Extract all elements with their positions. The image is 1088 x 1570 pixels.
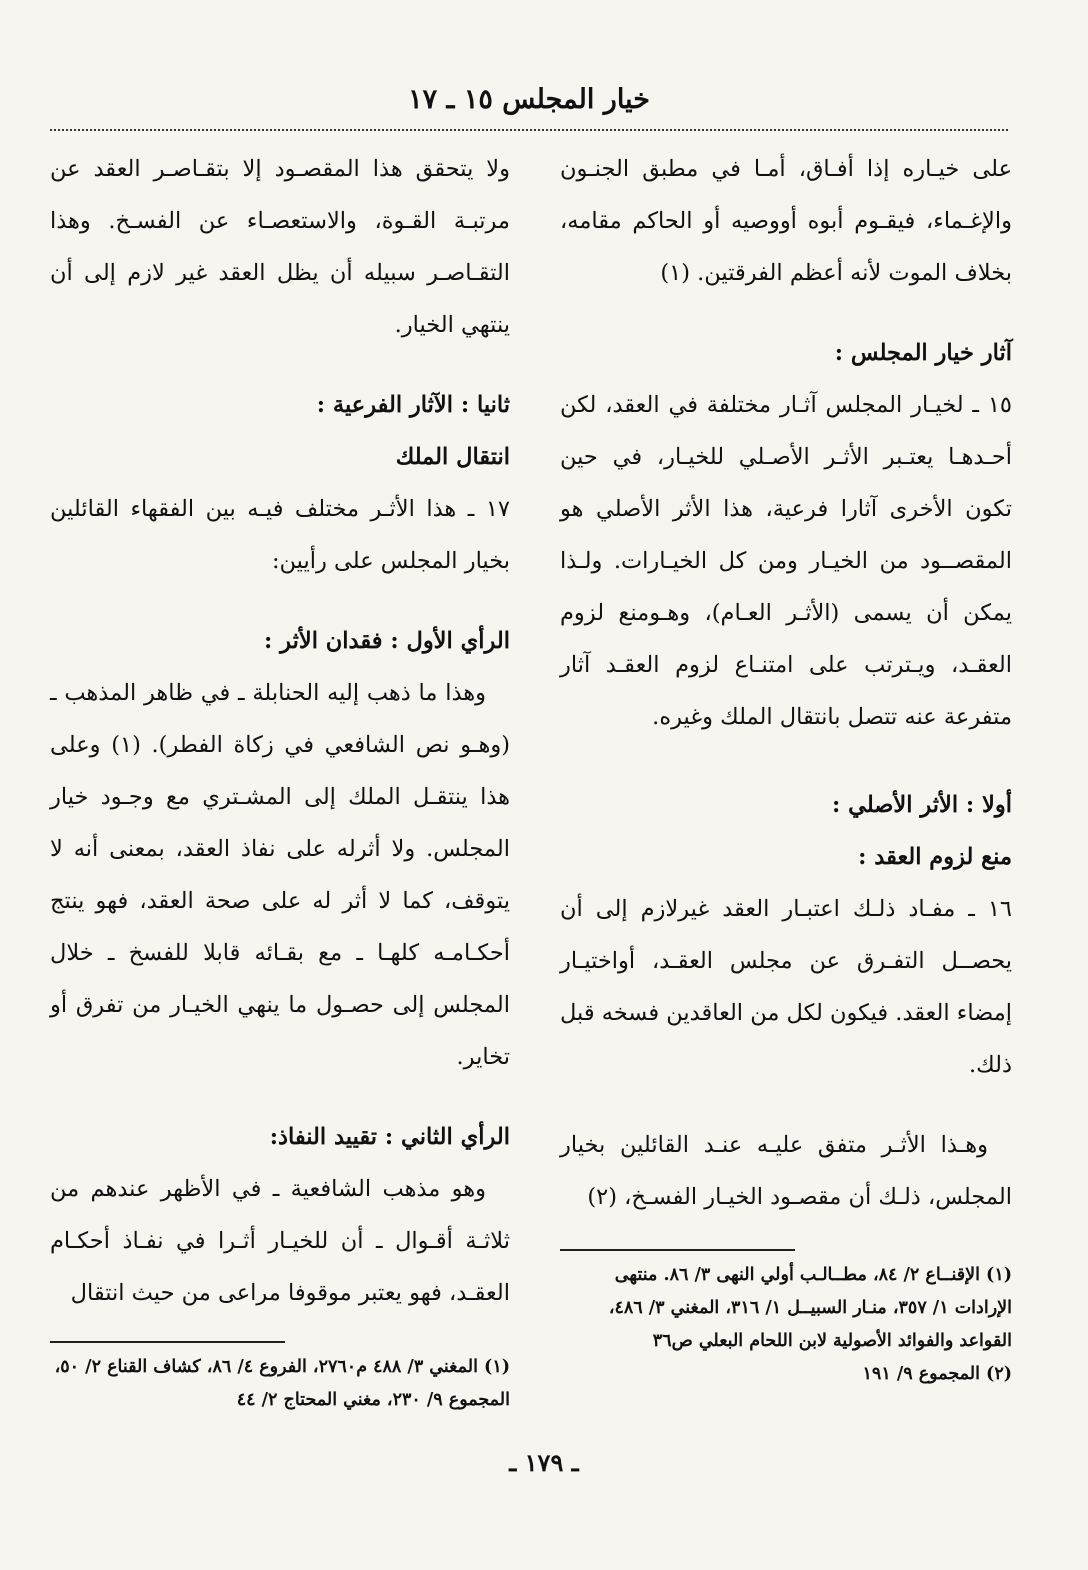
paragraph: على خيـاره إذا أفـاق، أمـا في مطبق الجنـون والإغـماء، فيقـوم أبوه أووصيه أو الحاكم مقامه، بخلاف الموت لأنه أعظم الفرقتين. (١): [560, 156, 1012, 286]
footnote-divider: [50, 1341, 285, 1343]
footnote: (٢) المجموع ٩/ ١٩١: [862, 1364, 1012, 1384]
footnotes: [560, 1259, 1012, 1391]
section-heading: آثار خيار المجلس :: [834, 340, 1012, 366]
subsection-heading: الرأي الثاني : تقييد النفاذ:: [269, 1124, 510, 1150]
paragraph: ١٥ ـ لخيـار المجلس آثـار مختلفة في العقد، لكن أحـدهـا يعتـبر الأثـر الأصـلي للخيـار، في حين تكون الأخرى آثارا فرعية، هذا الأثر الأصلي هو المقصــود من الخيـار ومن كل الخيـارات. ولـذا يمكن أن يسمى (الأثـر العـام)، وهـومنع لزوم العقـد، ويـترتب على امتنـاع لزوم العقـد آثار متفرعة عنه تتصل بانتقال الملك وغيره.: [560, 392, 1012, 730]
subsection-heading: الرأي الأول : فقدان الأثر :: [264, 628, 510, 654]
footnote-divider: [560, 1249, 795, 1251]
paragraph: ١٦ ـ مفـاد ذلـك اعتبـار العقد غيرلازم إلى أن يحصــل التفـرق عن مجلس العقـد، أواختيـار إمضاء العقد. فيكون لكل من العاقدين فسخه قبل ذلك.: [559, 896, 1012, 1078]
subsection-heading: انتقال الملك: [395, 444, 510, 470]
page-number: ـ ١٧٩ ـ: [509, 1448, 579, 1477]
paragraph: ١٧ ـ هذا الأثـر مختلف فيـه بين الفقهاء القائلين بخيار المجلس على رأيين:: [50, 496, 510, 574]
left-column: [50, 143, 510, 1417]
footnotes: [50, 1351, 510, 1417]
footnote: (١) الإقنــاع ٢/ ٨٤، مطــالـب أولي النهى ٣/ ٨٦. منتهى الإرادات ١/ ٣٥٧، منـار السبيــل ١/ ٣١٦، المغني ٣/ ٤٨٦، القواعد والفوائد الأصولية لابن اللحام البعلي ص٣٦: [608, 1265, 1012, 1351]
right-column: [560, 143, 1012, 1391]
footnote: (١) المغني ٣/ ٤٨٨ م٢٧٦٠، الفروع ٤/ ٨٦، كشاف القناع ٢/ ٥٠، المجموع ٩/ ٢٣٠، مغني المحتاج ٢/ ٤٤: [54, 1357, 510, 1410]
paragraph: وهـذا الأثـر متفق عليـه عنـد القائلين بخيار المجلس، ذلـك أن مقصـود الخيـار الفسـخ، (٢): [560, 1132, 1012, 1210]
section-heading: ثانيا : الآثار الفرعية :: [316, 392, 510, 418]
section-heading: أولا : الأثر الأصلي :: [831, 792, 1012, 818]
paragraph: وهذا ما ذهب إليه الحنابلة ـ في ظاهر المذهب ـ (وهـو نص الشافعي في زكاة الفطر). (١) وعلى هذا ينتقـل الملك إلى المشـتري مع وجـود خيار المجلس. ولا أثرله على نفاذ العقد، بمعنى أنه لا يتوقف، كما لا أثر له على صحة العقد، فهو ينتج أحكـامـه كلهـا ـ مع بقـائه قابلا للفسخ ـ خلال المجلس إلى حصـول ما ينهي الخيـار من تفرق أو تخاير.: [50, 680, 510, 1070]
paragraph: وهو مذهب الشافعية ـ في الأظهر عندهم من ثلاثـة أقـوال ـ أن للخيـار أثـرا في نفـاذ أحكـام العقـد، فهو يعتبر موقوفا مراعى من حيث انتقال: [50, 1176, 510, 1306]
subsection-heading: منع لزوم العقد :: [858, 844, 1012, 870]
paragraph: ولا يتحقق هذا المقصـود إلا بتقـاصـر العقد عن مرتبـة القـوة، والاستعصـاء عن الفسـخ. وهذا التقـاصـر سبيله أن يظل العقد غير لازم إلى أن ينتهي الخيار.: [50, 156, 510, 338]
page-header: خيار المجلس ١٥ ـ ١٧: [408, 84, 650, 115]
header-divider: [50, 129, 1008, 131]
